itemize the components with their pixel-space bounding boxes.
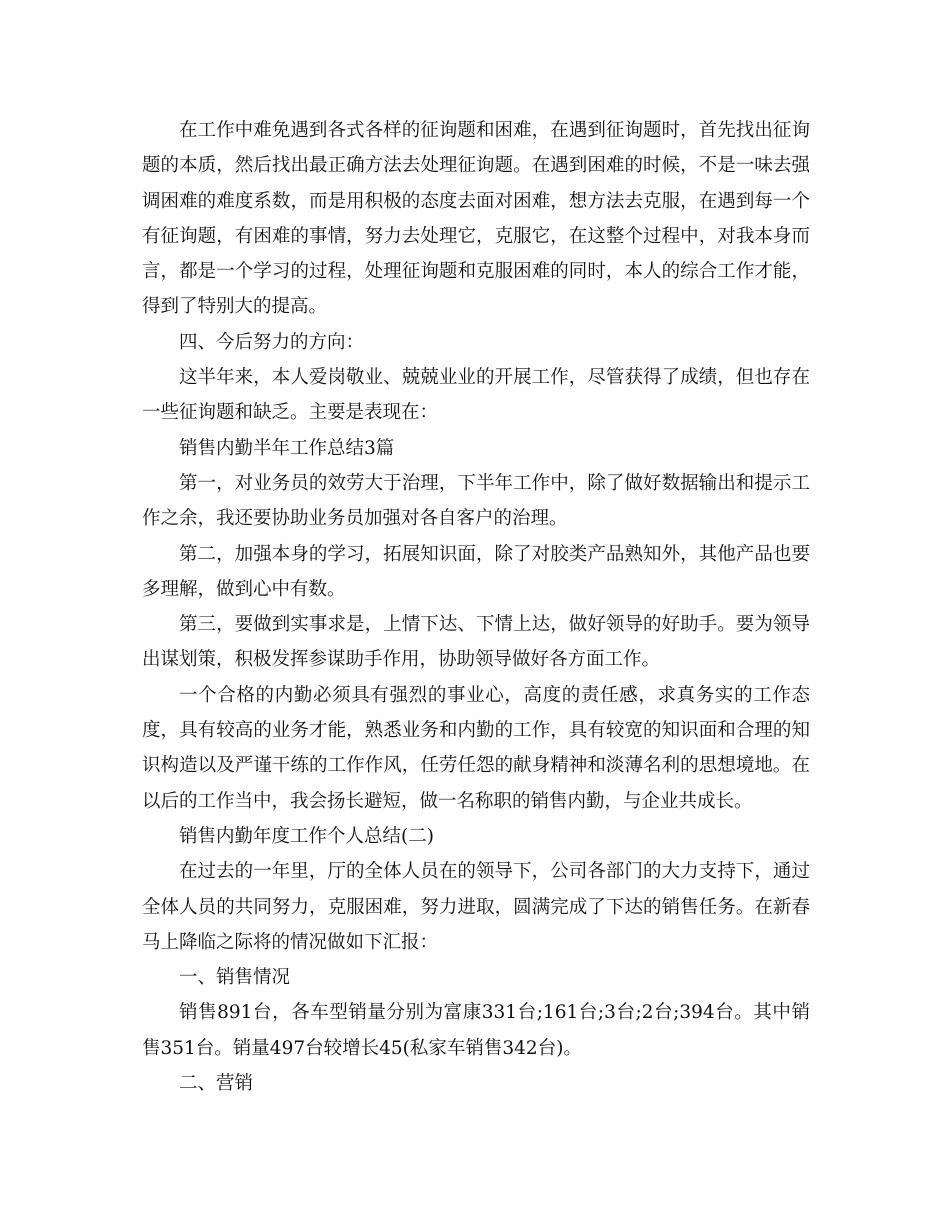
paragraph-second-point: 第二，加强本身的学习，拓展知识面，除了对胶类产品熟知外，其他产品也要多理解，做到心中有数。 bbox=[142, 543, 810, 600]
document-body bbox=[142, 113, 810, 1101]
heading-sales-situation: 一、销售情况 bbox=[179, 967, 291, 989]
heading-future-direction: 四、今后努力的方向： bbox=[179, 331, 365, 353]
paragraph-qualified-clerk: 一个合格的内勤必须具有强烈的事业心，高度的责任感，求真务实的工作态度，具有较高的业务才能，熟悉业务和内勤的工作，具有较宽的知识面和合理的知识构造以及严谨干练的工作作风，任劳任怨的献身精神和淡薄名利的思想境地。在以后的工作当中，我会扬长避短，做一名称职的销售内勤，与企业共成长。 bbox=[142, 684, 810, 812]
heading-half-year-summary: 销售内勤半年工作总结3篇 bbox=[179, 437, 395, 459]
paragraph-third-point: 第三，要做到实事求是，上情下达、下情上达，做好领导的好助手。要为领导出谋划策，积极发挥参谋助手作用，协助领导做好各方面工作。 bbox=[142, 614, 810, 671]
heading-marketing: 二、营销 bbox=[179, 1073, 254, 1095]
heading-annual-summary: 销售内勤年度工作个人总结(二) bbox=[179, 825, 434, 847]
paragraph-half-year-review: 这半年来，本人爱岗敬业、兢兢业业的开展工作，尽管获得了成绩，但也存在一些征询题和缺乏。主要是表现在： bbox=[142, 367, 810, 424]
paragraph-past-year: 在过去的一年里，厅的全体人员在的领导下，公司各部门的大力支持下，通过全体人员的共同努力，克服困难，努力进取，圆满完成了下达的销售任务。在新春马上降临之际将的情况做如下汇报： bbox=[142, 861, 810, 953]
paragraph-first-point: 第一，对业务员的效劳大于治理，下半年工作中，除了做好数据输出和提示工作之余，我还要协助业务员加强对各自客户的治理。 bbox=[142, 472, 810, 530]
paragraph-sales-figures: 销售891台，各车型销量分别为富康331台;161台;3台;2台;394台。其中销售351台。销量497台较增长45(私家车销售342台)。 bbox=[142, 1002, 810, 1059]
paragraph-problem-solving: 在工作中难免遇到各式各样的征询题和困难，在遇到征询题时，首先找出征询题的本质，然后找出最正确方法去处理征询题。在遇到困难的时候，不是一味去强调困难的难度系数，而是用积极的态度去面对困难，想方法去克服，在遇到每一个有征询题，有困难的事情，努力去处理它，克服它，在这整个过程中，对我本身而言，都是一个学习的过程，处理征询题和克服困难的同时，本人的综合工作才能，得到了特别大的提高。 bbox=[142, 120, 810, 318]
